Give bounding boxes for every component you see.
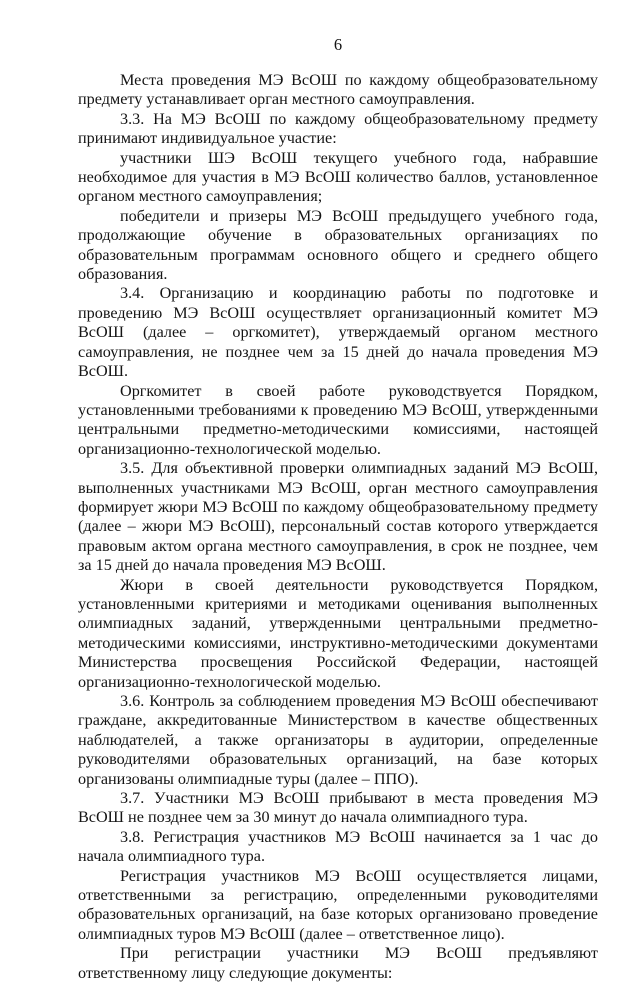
document-page <box>78 0 598 982</box>
paragraph-3-6: 3.6. Контроль за соблюдением проведения МЭ ВсОШ обеспечивают граждане, аккредитованные Министерством в качестве общественных наблюдателей, а также организаторы в аудитории, определенные руководителями образовательных организаций, на базе которых организованы олимпиадные туры (далее – ППО). <box>78 692 598 788</box>
paragraph-3-7: 3.7. Участники МЭ ВсОШ прибывают в места проведения МЭ ВсОШ не позднее чем за 30 минут до начала олимпиадного тура. <box>78 789 598 827</box>
paragraph-jury-guidance: Жюри в своей деятельности руководствуется Порядком, установленными критериями и методиками оценивания выполненных олимпиадных заданий, утвержденными центральными предметно-методическими комиссиями, инструктивно-методическими документами Министерства просвещения Российской Федерации, настоящей организационно-технологической моделью. <box>78 575 598 691</box>
document-body <box>78 71 598 983</box>
paragraph-orgcommittee-guidance: Оргкомитет в своей работе руководствуется Порядком, установленными требованиями к проведению МЭ ВсОШ, утвержденными центральными предметно-методическими комиссиями, настоящей организационно-технологической моделью. <box>78 381 598 458</box>
paragraph-3-8: 3.8. Регистрация участников МЭ ВсОШ начинается за 1 час до начала олимпиадного тура. <box>78 827 598 866</box>
paragraph-school-stage-participants: участники ШЭ ВсОШ текущего учебного года, набравшие необходимое для участия в МЭ ВсОШ количество баллов, установленное органом местного самоуправления; <box>78 148 598 206</box>
page-number: 6 <box>333 35 343 54</box>
paragraph-registration-staff: Регистрация участников МЭ ВсОШ осуществляется лицами, ответственными за регистрацию, определенными руководителями образовательных организаций, на базе которых организовано проведение олимпиадных туров МЭ ВсОШ (далее – ответственное лицо). <box>78 866 598 943</box>
paragraph-venues: Места проведения МЭ ВсОШ по каждому общеобразовательному предмету устанавливает орган местного самоуправления. <box>78 71 598 109</box>
paragraph-3-4: 3.4. Организацию и координацию работы по подготовке и проведению МЭ ВсОШ осуществляет организационный комитет МЭ ВсОШ (далее – оргкомитет), утверждаемый органом местного самоуправления, не позднее чем за 15 дней до начала проведения МЭ ВсОШ. <box>78 284 598 381</box>
paragraph-3-5: 3.5. Для объективной проверки олимпиадных заданий МЭ ВсОШ, выполненных участниками МЭ ВсОШ, орган местного самоуправления формирует жюри МЭ ВсОШ по каждому общеобразовательному предмету (далее – жюри МЭ ВсОШ), персональный состав которого утверждается правовым актом органа местного самоуправления, в срок не позднее, чем за 15 дней до начала проведения МЭ ВсОШ. <box>78 459 598 575</box>
paragraph-previous-winners: победители и призеры МЭ ВсОШ предыдущего учебного года, продолжающие обучение в образовательных организациях по образовательным программам основного общего и среднего общего образования. <box>78 206 598 284</box>
paragraph-3-3: 3.3. На МЭ ВсОШ по каждому общеобразовательному предмету принимают индивидуальное участие: <box>78 109 598 148</box>
paragraph-registration-documents: При регистрации участники МЭ ВсОШ предъявляют ответственному лицу следующие документы: <box>78 944 598 982</box>
